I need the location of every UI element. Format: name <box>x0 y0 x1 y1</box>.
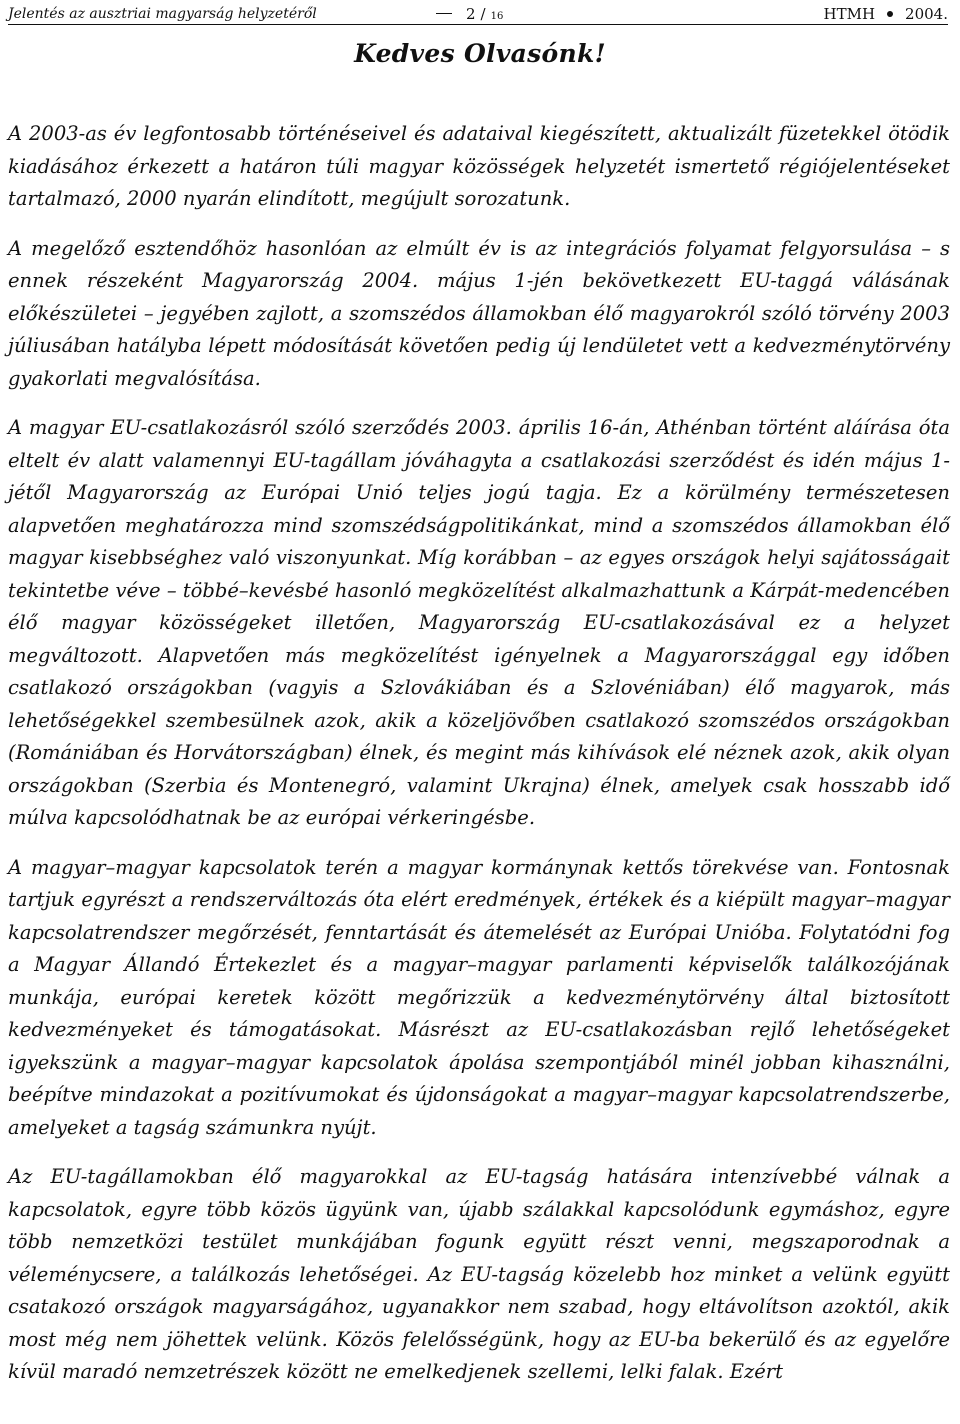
header-org: HTMH <box>823 5 876 23</box>
header-document-title: Jelentés az ausztriai magyarság helyzetéről <box>8 6 317 22</box>
page-total: 16 <box>490 11 504 22</box>
page-current: 2 <box>466 5 476 23</box>
bullet-dot-icon <box>887 11 893 17</box>
header-dash <box>436 13 452 14</box>
running-header <box>8 4 948 25</box>
paragraph: A megelőző esztendőhöz hasonlóan az elmúlt év is az integrációs folyamat felgyorsulása – s ennek részeként Magyarország 2004. május 1-jén bekövetkezett EU-taggá válásának előkészületei – jegyében zajlott, a szomszédos államokban élő magyarokról szóló törvény 2003 júliusában hatályba lépett módosítását követően pedig új lendületet vett a kedvezménytörvény gyakorlati megvalósítása. <box>8 236 950 390</box>
paragraph: A magyar EU-csatlakozásról szóló szerződés 2003. április 16-án, Athénban történt aláírása óta eltelt év alatt valamennyi EU-tagállam jóváhagyta a csatlakozási szerződést és idén május 1-jétől Magyarország az Európai Unió teljes jogú tagja. Ez a körülmény természetesen alapvetően meghatározza mind szomszédságpolitikánkat, mind a szomszédos államokban élő magyar kisebbséghez való viszonyunkat. Míg korábban – az egyes országok helyi sajátosságait tekintetbe véve – többé–kevésbé hasonló megközelítést alkalmazhattunk a Kárpát-medencében élő magyar közösségeket illetően, Magyarország EU-csatlakozásával ez a helyzet megváltozott. Alapvetően más megközelítést igényelnek a Magyarországgal egy időben csatlakozó országokban (vagyis a Szlovákiában és a Szlovéniában) élő magyarok, más lehetőségekkel szembesülnek azok, akik a közeljövőben csatlakozó szomszédos országokban (Romániában és Horvátországban) élnek, és megint más kihívások elé néznek azok, akik olyan országokban (Szerbia és Montenegró, valamint Ukrajna) élnek, amelyek csak hosszabb idő múlva kapcsolódhatnak be az európai vérkeringésbe. <box>8 416 950 829</box>
page-separator: / <box>480 5 486 23</box>
paragraph: A magyar–magyar kapcsolatok terén a magyar kormánynak kettős törekvése van. Fontosnak tartjuk egyrészt a rendszerváltozás óta elért eredmények, értékek és a kiépült magyar–magyar kapcsolatrendszer megőrzését, fenntartását és átemelését az Európai Unióba. Folytatódni fog a Magyar Állandó Értekezlet és a magyar–magyar parlamenti képviselők találkozójának munkája, európai keretek között megőrizzük a kedvezménytörvény által biztosított kedvezményeket és támogatásokat. Másrészt az EU-csatlakozásban rejlő lehetőségeket igyekszünk a magyar–magyar kapcsolatok ápolása szempontjából minél jobban kihasználni, beépítve mindazokat a pozitívumokat és újdonságokat a magyar–magyar kapcsolatrendszerbe, amelyeket a tagság számunkra nyújt. <box>8 855 950 1139</box>
header-right <box>824 4 948 24</box>
page-indicator <box>436 4 503 27</box>
page-title: Kedves Olvasónk! <box>354 39 606 68</box>
header-year: 2004. <box>905 5 948 23</box>
paragraph: Az EU-tagállamokban élő magyarokkal az EU-tagság hatására intenzívebbé válnak a kapcsolatok, egyre több közös ügyünk van, újabb szálakkal kapcsolódunk egymáshoz, egyre több nemzetközi testület munkájában fogunk együtt részt venni, megszaporodnak a véleménycsere, a találkozás lehetőségei. Az EU-tagság közelebb hoz minket a velünk együtt csatakozó országok magyarságához, ugyanakkor nem szabad, hogy eltávolítson azoktól, akik most még nem jöhettek velünk. Közös felelősségünk, hogy az EU-ba bekerülő és az egyelőre kívül maradó nemzetrészek között ne emelkedjenek szellemi, lelki falak. Ezért <box>8 1165 950 1383</box>
paragraph: A 2003-as év legfontosabb történéseivel és adataival kiegészített, aktualizált füzetekkel ötödik kiadásához érkezett a határon túli magyar közösségek helyzetét ismertető régiójelentéseket tartalmazó, 2000 nyarán elindított, megújult sorozatunk. <box>8 122 950 210</box>
letter-body <box>8 118 950 1389</box>
